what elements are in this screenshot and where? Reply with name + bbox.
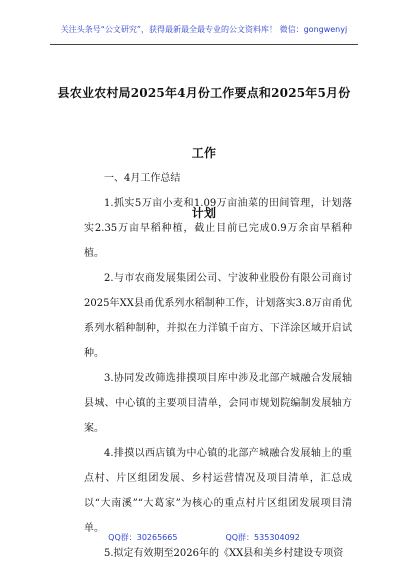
page-footer xyxy=(0,532,408,543)
page-header xyxy=(0,25,408,35)
section-heading: 一、4月工作总结 xyxy=(104,173,181,184)
paragraph-2: 2.与市农商发展集团公司、宁波种业股份有限公司商讨2025年XX县甬优系列水稻制种工作，计划落实3.8万亩甬优系列水稻种制种，并拟在力洋镇千亩方、下洋涂区域开启试种。 xyxy=(84,273,352,359)
title-line-2: 计划 xyxy=(191,206,217,220)
footer-qq-2: QQ群：535304092 xyxy=(225,533,300,542)
footer-qq-1: QQ群：30265665 xyxy=(108,533,178,542)
paragraph-4: 4.排摸以西店镇为中心镇的北部产城融合发展轴上的重点村、片区组团发展、乡村运营情况及项目清单，汇总成以“大南溪”“大葛家”为核心的重点村片区组团发展项目清单。 xyxy=(84,448,352,534)
paragraph-5: 5.拟定有效期至2026年的《XX县和美乡村建设专项资 xyxy=(104,548,344,559)
header-divider xyxy=(50,44,358,45)
title-line-1: 县农业农村局2025年4月份工作要点和2025年5月份工作 xyxy=(57,86,351,160)
paragraph-1: 1.抓实5万亩小麦和1.09万亩油菜的田间管理，计划落实2.35万亩早稻种植，截止目前已完成0.9万余亩早稻种植。 xyxy=(84,198,352,259)
document-body xyxy=(84,166,352,566)
paragraph-3: 3.协同发改筛选排摸项目库中涉及北部产城融合发展轴县城、中心镇的主要项目清单，会同市规划院编制发展轴方案。 xyxy=(84,373,352,434)
header-text: 关注头条号“公文研究”，获得最新最全最专业的公文资料库！ 微信：gongwenyj xyxy=(60,25,348,34)
